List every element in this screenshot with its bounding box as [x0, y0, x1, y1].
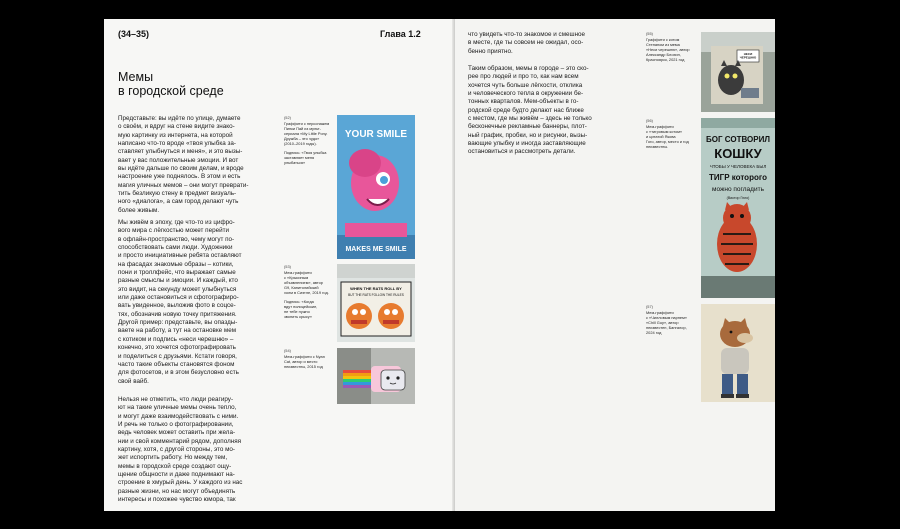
nyan-cat-graffiti-photo: [337, 348, 415, 404]
section-title-line1: Мемы: [118, 70, 154, 84]
chill-guy-graffiti-photo: [701, 304, 775, 402]
figure-53-number: (53): [284, 264, 291, 269]
right-body-paragraph-2: Таким образом, мемы в городе – это ско- рее про людей и про то, как нам всем хочется чуть больше лёгкости, отклика и человеческого тепла в окружении бе- тонных кварталов. Мем-объекты в го- родской среде будто делают нас ближе с местом, где мы живём – здесь не только бесконечные рекламные баннеры, плот- ный график, пробки, но и рисунки, вызы- вающие улыбку и иногда заставляющие остановиться и рассмотреть детали.: [468, 65, 592, 156]
figure-54-caption: Мем-граффити с Nyan Cat, автор и место неизвестны, 2015 год: [284, 354, 325, 369]
body-paragraph-1: Представьте: вы идёте по улице, думаете о своём, и вдруг на стене видите знако- мую картинку из интернета, на которой написано что-то вроде «твоя улыбка за- ставляет улыбнуться и меня», и это вызы- вает у вас положительные эмоции. И вот вы идёте дальше по своим делам, и вроде настроение уже поднялось. В этом и есть магия уличных мемов – они могут преврати- тить безликую стену в предмет визуаль- ного «диалога», а сам город делают чуть более живым.: [118, 115, 249, 214]
page-numbers: (34–35): [118, 29, 150, 39]
rats-text-top: WHEN THE RATS ROLL BY: [350, 286, 402, 291]
rats-text-bottom: BUT THE RATS FOLLOW THE RULES: [348, 293, 404, 297]
figure-52-caption: Граффити с персонажем Пинки Пай из мульт- сериала «My Little Pony. Дружба – это чудо» (2010–2019 годы). Подпись: «Твоя улыбка заставляет меня улыбаться»: [284, 121, 330, 166]
section-title-line2: в городской среде: [118, 84, 224, 98]
tiger-text-6: (Виктор Гюго): [726, 196, 750, 200]
body-paragraph-2: Мы живём в эпоху, где что-то из цифро- вого мира с лёгкостью может перейти в офлайн-пространство, чему могут по- способствовать сами люди. Художники и просто инициативные ребята оставляют на фасадах знакомые образы – котики, пони и троллфейс, что выражает самые разные смыслы и эмоции. И каждый, кто это видит, на секунду может улыбнуться или даже остановиться и сфотографиро- вать увиденное, выложив фото в соцсе- тях, обозначив новую точку притяжения. Другой пример: представьте, вы опазды- ваете на работу, а тут на остановке мем с котиком и подпись «неси черешню» – конечно, это хочется сфотографировать и поделиться с друзьями. Кстати говоря, часто такие объекты становятся фоном для фотосетов, и в этом безусловно есть свой вайб.: [118, 219, 242, 385]
figure-56-number: (56): [646, 118, 653, 123]
right-page: [455, 19, 775, 511]
tiger-text-1: БОГ СОТВОРИЛ: [706, 135, 770, 144]
pony-text-bottom: MAKES ME SMILE: [345, 246, 407, 253]
tiger-text-4: ТИГР которого: [709, 173, 767, 182]
figure-55-caption: Граффити с котом Степаном из мема «Неси черешню», автор Александр Блохин, Красноярск, 2021 год: [646, 37, 690, 62]
figure-57-caption: Мем-граффити с «Чилловым парнем» «Chill Guy», автор неизвестен, Бангалор, 2024 год: [646, 310, 687, 335]
tiger-cat-graffiti-photo: [701, 118, 775, 298]
rats-graffiti-photo: [337, 264, 415, 342]
right-body-paragraph-1: что увидеть что-то знакомое и смешное в месте, где ты совсем не ожидал, осо- бенно приятно.: [468, 31, 586, 55]
body-paragraph-3: Нельзя не отметить, что люди реагиру- ют на такие уличные мемы очень тепло, и могут даже взаимодействовать с ними. И речь не только о фотографировании, ведь человек может оставить при жела- нии и свой комментарий рядом, дополняя картину, хотя, с другой стороны, это мо- жет испортить работу. Но между тем, мемы в городской среде создают ощу- щение общности и даже поднимают на- строение в хмурый день. У каждого из нас разные жизни, но нас могут объединять интересы и похожее чувство юмора, так: [118, 396, 243, 504]
figure-54-number: (54): [284, 348, 291, 353]
left-page: [104, 19, 455, 511]
figure-55-number: (55): [646, 31, 653, 36]
pony-text-top: YOUR SMILE: [344, 129, 408, 140]
cat-stepan-sign: НЕСИ ЧЕРЕШНЮ: [739, 52, 757, 60]
figure-57-number: (57): [646, 304, 653, 309]
tiger-text-2: КОШКУ: [714, 146, 762, 161]
cat-stepan-graffiti-photo: [701, 32, 775, 112]
pony-graffiti-photo: [337, 115, 415, 259]
chapter-title: Глава 1.2: [380, 29, 421, 39]
figure-52-number: (52): [284, 115, 291, 120]
tiger-text-3: ЧТОБЫ У ЧЕЛОВЕКА БЫЛ: [709, 164, 767, 169]
figure-56-caption: Мем-граффити с «тигровым котом» и цитатой Якова Гого, автор, место и год неизвестны.: [646, 124, 689, 149]
figure-53-caption: Мем-граффити с «Крысиным объявлением», автор G9, Капитолийский холм в Сиэтле, 2019 год. Подпись: «Когда вдут полицейские, не тебе нужно звонить крысу»: [284, 270, 329, 320]
section-title: [118, 70, 318, 98]
tiger-text-5: можно погладить: [712, 186, 764, 193]
